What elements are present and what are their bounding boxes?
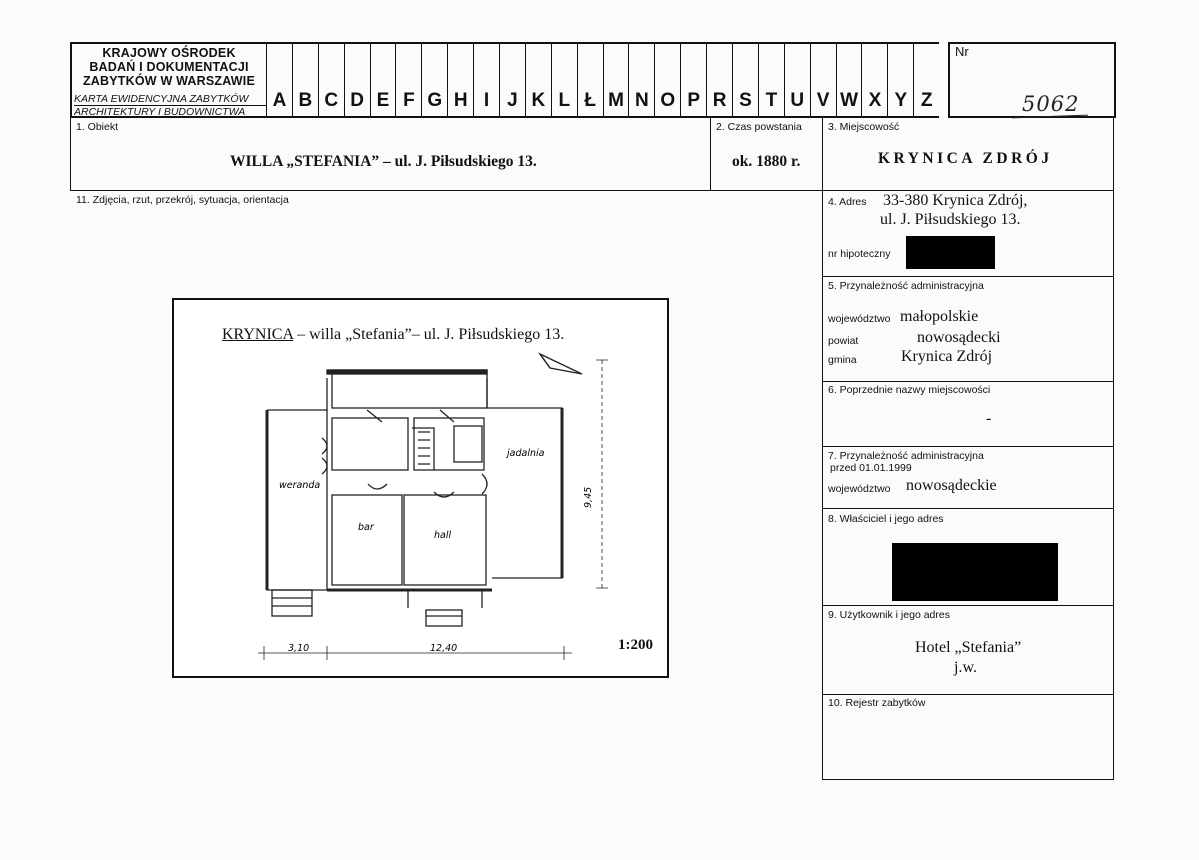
index-letter: G <box>421 44 447 116</box>
north-arrow-icon <box>540 354 582 374</box>
index-letter: U <box>784 44 810 116</box>
divider <box>822 605 1114 606</box>
wojewodztwo-przed-label: województwo <box>828 483 891 495</box>
adres-label: 4. Adres <box>828 196 867 208</box>
obiekt-label: 1. Obiekt <box>76 121 119 133</box>
room-label-bar: bar <box>358 522 374 533</box>
gmina-value: Krynica Zdrój <box>901 348 993 365</box>
alphabet-index <box>266 42 939 118</box>
wojewodztwo-value: małopolskie <box>900 308 979 325</box>
uzytkownik-value-2: j.w. <box>954 659 977 676</box>
index-letter: L <box>551 44 577 116</box>
index-letter: K <box>525 44 551 116</box>
gmina-label: gmina <box>828 354 857 366</box>
plan-scale: 1:200 <box>618 637 653 653</box>
index-letter: Z <box>913 44 939 116</box>
dimension-vertical: 9,45 <box>583 486 594 508</box>
floor-plan-drawing <box>172 298 669 678</box>
institution-line-1: KRAJOWY OŚRODEK <box>102 46 236 60</box>
index-letter: H <box>447 44 473 116</box>
index-letter: D <box>344 44 370 116</box>
wlasciciel-label: 8. Właściciel i jego adres <box>828 513 944 525</box>
divider <box>822 508 1114 509</box>
plan-title-place: KRYNICA <box>222 326 294 343</box>
obiekt-value: WILLA „STEFANIA” – ul. J. Piłsudskiego 13. <box>230 153 537 170</box>
index-letter: T <box>758 44 784 116</box>
divider <box>822 779 1114 780</box>
index-letter: A <box>266 44 292 116</box>
index-letter: P <box>680 44 706 116</box>
poprzednie-label: 6. Poprzednie nazwy miejscowości <box>828 384 991 396</box>
divider <box>822 117 823 190</box>
powiat-value: nowosądecki <box>917 329 1001 346</box>
divider <box>822 446 1114 447</box>
dimension-main: 12,40 <box>430 643 458 654</box>
index-letter: N <box>628 44 654 116</box>
institution-line-3: ZABYTKÓW W WARSZAWIE <box>82 74 256 88</box>
index-letter: E <box>370 44 396 116</box>
card-type-line-2: ARCHITEKTURY I BUDOWNICTWA <box>74 105 266 118</box>
uzytkownik-value: Hotel „Stefania” <box>915 639 1022 656</box>
divider <box>710 117 711 190</box>
uzytkownik-label: 9. Użytkownik i jego adres <box>828 609 950 621</box>
institution-name <box>74 46 264 88</box>
czas-value: ok. 1880 r. <box>732 153 801 170</box>
przynaleznosc-label: 5. Przynależność administracyjna <box>828 280 984 292</box>
czas-label: 2. Czas powstania <box>716 121 802 133</box>
plan-title-rest: – willa „Stefania”– ul. J. Piłsudskiego 13. <box>293 326 565 343</box>
divider <box>822 381 1114 382</box>
divider <box>822 276 1114 277</box>
redacted-owner-address <box>892 543 1058 601</box>
index-letter: Y <box>887 44 913 116</box>
room-label-jadalnia: jadalnia <box>507 448 545 459</box>
index-letter: J <box>499 44 525 116</box>
redacted-mortgage-number <box>906 236 995 269</box>
index-letter: I <box>473 44 499 116</box>
adres-line-2: ul. J. Piłsudskiego 13. <box>880 211 1021 228</box>
nr-value: 5062 <box>1022 92 1080 116</box>
index-letter: F <box>395 44 421 116</box>
rejestr-label: 10. Rejestr zabytków <box>828 697 926 709</box>
poprzednie-value: - <box>986 410 992 427</box>
miejscowosc-value: KRYNICA ZDRÓJ <box>878 150 1053 167</box>
index-letter: X <box>861 44 887 116</box>
przynaleznosc-przed-label: 7. Przynależność administracyjna <box>828 450 984 462</box>
index-letter: M <box>603 44 629 116</box>
dimension-left: 3,10 <box>288 643 310 654</box>
divider <box>822 694 1114 695</box>
index-letter: O <box>654 44 680 116</box>
index-letter: B <box>292 44 318 116</box>
room-label-weranda: weranda <box>279 480 321 491</box>
index-letter: S <box>732 44 758 116</box>
index-letter: Ł <box>577 44 603 116</box>
miejscowosc-label: 3. Miejscowość <box>828 121 900 133</box>
index-letter: R <box>706 44 732 116</box>
card-type-line-1: KARTA EWIDENCYJNA ZABYTKÓW <box>74 93 249 105</box>
nr-label: Nr <box>955 44 969 59</box>
institution-line-2: BADAŃ I DOKUMENTACJI <box>89 60 249 74</box>
adres-line-1: 33-380 Krynica Zdrój, <box>883 192 1028 209</box>
zdjecia-label: 11. Zdjęcia, rzut, przekrój, sytuacja, orientacja <box>76 194 289 206</box>
wojewodztwo-label: województwo <box>828 313 891 325</box>
wojewodztwo-przed-value: nowosądeckie <box>906 477 997 494</box>
hipoteczny-label: nr hipoteczny <box>828 248 891 260</box>
powiat-label: powiat <box>828 335 859 347</box>
index-letter: V <box>810 44 836 116</box>
index-letter: C <box>318 44 344 116</box>
przed-date-label: przed 01.01.1999 <box>830 462 912 474</box>
index-letter: W <box>836 44 862 116</box>
room-label-hall: hall <box>434 530 452 541</box>
